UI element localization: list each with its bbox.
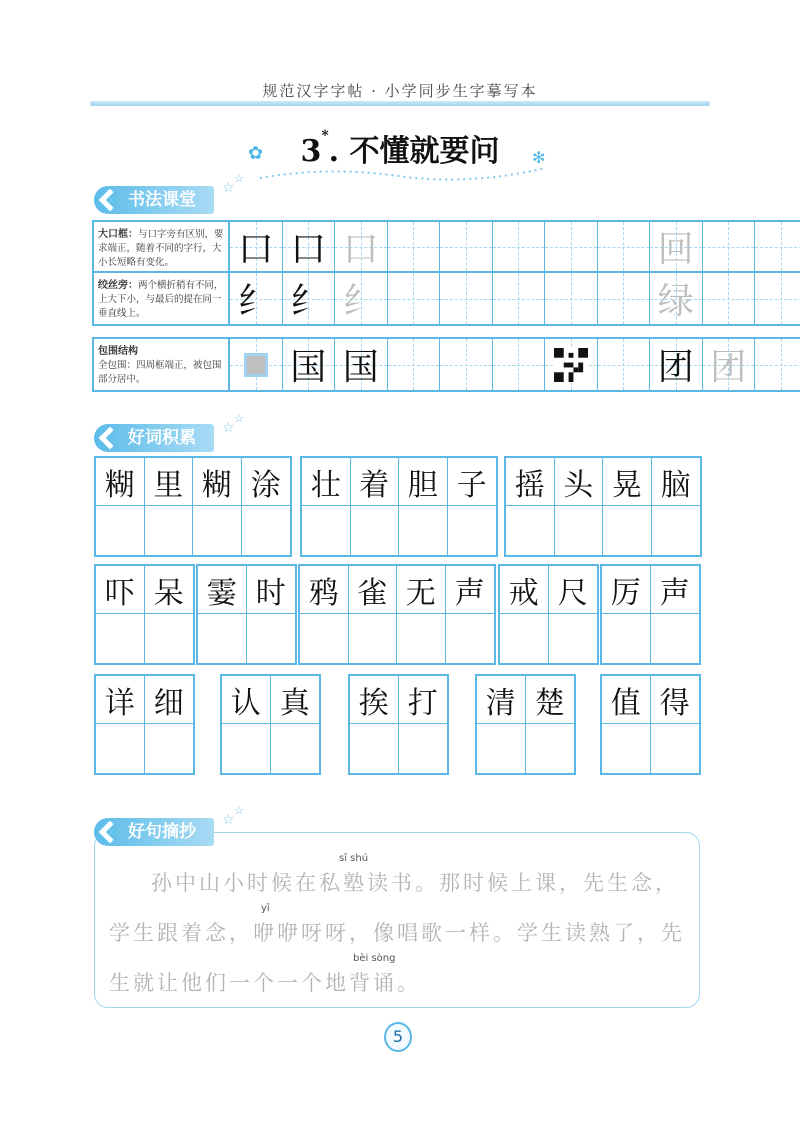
practice-cell[interactable] <box>598 273 651 324</box>
writing-cell[interactable] <box>526 724 575 773</box>
writing-cell[interactable] <box>651 614 700 663</box>
model-character: 国 <box>342 347 379 388</box>
word-character: 胆 <box>399 458 447 506</box>
star-icon: ☆ <box>234 804 244 817</box>
word-character: 厉 <box>602 566 650 614</box>
pinyin-annotation: yī <box>261 903 270 914</box>
practice-cell[interactable] <box>493 222 546 271</box>
header-title: 规范汉字字帖 · 小学同步生字摹写本 <box>262 82 538 100</box>
word-column <box>247 566 296 663</box>
word-column <box>145 458 194 555</box>
practice-cell[interactable] <box>598 222 651 271</box>
bee-icon: ✿ <box>248 143 264 164</box>
word-character: 打 <box>399 676 448 724</box>
word-character: 着 <box>351 458 399 506</box>
chevron-left-icon <box>99 821 122 844</box>
practice-cell[interactable] <box>755 339 800 390</box>
word-character: 得 <box>651 676 700 724</box>
word-column <box>198 566 247 663</box>
model-character: 口 <box>237 229 274 270</box>
word-character: 子 <box>448 458 497 506</box>
word-column <box>500 566 549 663</box>
word-group <box>196 564 297 665</box>
word-group <box>298 564 496 665</box>
word-column <box>145 676 194 773</box>
lesson-mark: * <box>321 128 329 144</box>
model-character: 团 <box>657 347 694 388</box>
word-group <box>348 674 449 775</box>
word-character: 吓 <box>96 566 144 614</box>
model-character: 回 <box>657 229 694 270</box>
word-group <box>498 564 599 665</box>
star-icon: ☆ <box>222 812 235 828</box>
practice-cell[interactable] <box>703 273 756 324</box>
word-character: 里 <box>145 458 193 506</box>
section-label-vocab <box>94 424 214 452</box>
pinyin-annotation: sī shú <box>339 853 369 864</box>
word-column <box>399 458 448 555</box>
writing-cell[interactable] <box>477 724 525 773</box>
practice-cell[interactable] <box>283 222 336 271</box>
writing-cell[interactable] <box>145 506 193 555</box>
word-character: 无 <box>397 566 445 614</box>
word-group <box>600 674 701 775</box>
sentence-line: 生就让他们一个一个地背诵。 <box>109 971 421 995</box>
word-column <box>399 676 448 773</box>
practice-cell[interactable] <box>755 273 800 324</box>
word-character: 清 <box>477 676 525 724</box>
word-group <box>94 456 292 557</box>
practice-cell[interactable] <box>493 273 546 324</box>
stroke-name: 包围结构 <box>98 346 138 357</box>
writing-cell[interactable] <box>351 506 399 555</box>
word-column <box>397 566 446 663</box>
practice-cell[interactable] <box>493 339 546 390</box>
calligraphy-row <box>92 271 800 326</box>
word-character: 雀 <box>349 566 397 614</box>
word-column <box>602 676 651 773</box>
word-column <box>448 458 497 555</box>
word-column <box>351 458 400 555</box>
writing-cell[interactable] <box>242 506 291 555</box>
word-column <box>145 566 194 663</box>
model-character: 纟 <box>342 281 379 322</box>
section-label-text: 好词积累 <box>128 428 196 448</box>
word-column <box>302 458 351 555</box>
word-group <box>220 674 321 775</box>
word-column <box>526 676 575 773</box>
word-character: 挨 <box>350 676 398 724</box>
word-character: 晃 <box>603 458 651 506</box>
word-column <box>506 458 555 555</box>
practice-cell[interactable] <box>388 222 441 271</box>
word-column <box>555 458 604 555</box>
writing-cell[interactable] <box>549 614 598 663</box>
star-icon: ☆ <box>222 180 235 196</box>
star-icon: ☆ <box>234 172 244 185</box>
enclosure-structure-icon <box>244 353 268 377</box>
word-character: 糊 <box>193 458 241 506</box>
practice-cell[interactable] <box>283 273 336 324</box>
sentence-copy-box <box>94 832 700 1008</box>
practice-cell[interactable] <box>545 273 598 324</box>
practice-cell[interactable] <box>335 273 388 324</box>
word-group <box>94 674 195 775</box>
header-divider <box>90 101 710 106</box>
practice-cell[interactable] <box>283 339 336 390</box>
practice-cell[interactable] <box>440 339 493 390</box>
practice-cell[interactable] <box>545 222 598 271</box>
sentence-line: 学生跟着念，咿咿呀呀，像唱歌一样。学生读熟了，先 <box>109 921 685 945</box>
word-character: 详 <box>96 676 144 724</box>
practice-cell[interactable] <box>598 339 651 390</box>
word-character: 壮 <box>302 458 350 506</box>
practice-cell[interactable] <box>650 273 703 324</box>
section-label-text: 好句摘抄 <box>128 822 196 842</box>
writing-cell[interactable] <box>300 614 348 663</box>
chevron-left-icon <box>99 189 122 212</box>
word-column <box>651 566 700 663</box>
stroke-name: 绞丝旁： <box>98 280 138 291</box>
word-character: 时 <box>247 566 296 614</box>
writing-cell[interactable] <box>145 724 194 773</box>
writing-cell[interactable] <box>652 506 701 555</box>
writing-cell[interactable] <box>603 506 651 555</box>
word-column <box>446 566 495 663</box>
word-character: 真 <box>271 676 320 724</box>
word-character: 楚 <box>526 676 575 724</box>
calligraphy-row <box>92 337 800 392</box>
practice-cell[interactable] <box>440 273 493 324</box>
page-number: 5 <box>384 1022 412 1052</box>
lesson-number: 3 <box>300 134 322 169</box>
word-group <box>475 674 576 775</box>
star-icon: ☆ <box>222 420 235 436</box>
word-group <box>300 456 498 557</box>
model-character: 纟 <box>290 281 327 322</box>
word-column <box>652 458 701 555</box>
stroke-description-text: 与口字旁有区别，要求端正，随着不同的字行，大小长短略有变化。 <box>98 229 224 268</box>
writing-cell[interactable] <box>506 506 554 555</box>
word-column <box>222 676 271 773</box>
stroke-description <box>94 222 230 271</box>
pinyin-annotation: bèi sòng <box>353 953 396 964</box>
stroke-description <box>94 273 230 324</box>
word-column <box>96 458 145 555</box>
writing-cell[interactable] <box>448 506 497 555</box>
model-character: 团 <box>710 347 747 388</box>
stroke-description <box>94 339 230 390</box>
writing-cell[interactable] <box>349 614 397 663</box>
writing-cell[interactable] <box>145 614 194 663</box>
word-character: 头 <box>555 458 603 506</box>
writing-cell[interactable] <box>602 614 650 663</box>
word-column <box>242 458 291 555</box>
word-column <box>96 566 145 663</box>
word-column <box>300 566 349 663</box>
word-column <box>96 676 145 773</box>
writing-cell[interactable] <box>399 506 447 555</box>
snowflake-icon: ✻ <box>532 148 546 167</box>
writing-cell[interactable] <box>198 614 246 663</box>
word-character: 声 <box>446 566 495 614</box>
writing-cell[interactable] <box>500 614 548 663</box>
word-character: 尺 <box>549 566 598 614</box>
word-character: 鸦 <box>300 566 348 614</box>
chevron-left-icon <box>99 427 122 450</box>
stroke-name: 大口框： <box>98 229 138 240</box>
practice-cell[interactable] <box>230 273 283 324</box>
writing-cell[interactable] <box>96 614 144 663</box>
word-character: 脑 <box>652 458 701 506</box>
word-column <box>193 458 242 555</box>
word-character: 值 <box>602 676 650 724</box>
word-group <box>504 456 702 557</box>
dotted-swirl-decoration <box>258 162 548 184</box>
writing-cell[interactable] <box>302 506 350 555</box>
writing-cell[interactable] <box>96 506 144 555</box>
lesson-title-text: . 不懂就要问 <box>328 134 500 169</box>
writing-cell[interactable] <box>446 614 495 663</box>
section-label-sentences <box>94 818 214 846</box>
word-group <box>600 564 701 665</box>
word-character: 摇 <box>506 458 554 506</box>
model-character: 口 <box>290 229 327 270</box>
word-column <box>602 566 651 663</box>
model-character: 纟 <box>237 281 274 322</box>
star-icon: ☆ <box>234 412 244 425</box>
word-group <box>94 564 195 665</box>
writing-cell[interactable] <box>555 506 603 555</box>
word-character: 霎 <box>198 566 246 614</box>
writing-cell[interactable] <box>651 724 700 773</box>
practice-cell[interactable] <box>650 222 703 271</box>
practice-cell[interactable] <box>230 222 283 271</box>
writing-cell[interactable] <box>271 724 320 773</box>
word-column <box>349 566 398 663</box>
practice-cell[interactable] <box>335 339 388 390</box>
word-character: 糊 <box>96 458 144 506</box>
word-column <box>271 676 320 773</box>
word-character: 呆 <box>145 566 194 614</box>
model-character: 国 <box>290 347 327 388</box>
calligraphy-row <box>92 220 800 273</box>
writing-cell[interactable] <box>96 724 144 773</box>
section-label-calligraphy <box>94 186 214 214</box>
sentence-line: 孙中山小时候在私塾读书。那时候上课，先生念， <box>151 871 679 895</box>
word-character: 戒 <box>500 566 548 614</box>
practice-cell[interactable] <box>388 273 441 324</box>
writing-cell[interactable] <box>602 724 650 773</box>
word-column <box>477 676 526 773</box>
practice-cell[interactable] <box>388 339 441 390</box>
practice-cell[interactable] <box>650 339 703 390</box>
word-character: 声 <box>651 566 700 614</box>
practice-cell[interactable] <box>703 339 756 390</box>
writing-cell[interactable] <box>399 724 448 773</box>
writing-cell[interactable] <box>247 614 296 663</box>
word-character: 细 <box>145 676 194 724</box>
word-column <box>651 676 700 773</box>
practice-cell[interactable] <box>335 222 388 271</box>
qr-code-icon <box>554 348 588 382</box>
qr-code-cell <box>545 339 598 390</box>
writing-cell[interactable] <box>193 506 241 555</box>
model-character: 绿 <box>657 281 694 322</box>
word-column <box>603 458 652 555</box>
word-column <box>350 676 399 773</box>
writing-cell[interactable] <box>350 724 398 773</box>
stroke-description-text: 全包围：四周框端正，被包围部分居中。 <box>98 360 222 385</box>
word-column <box>549 566 598 663</box>
model-character: 口 <box>342 229 379 270</box>
writing-cell[interactable] <box>222 724 270 773</box>
structure-icon-cell <box>230 339 283 390</box>
practice-cell[interactable] <box>440 222 493 271</box>
word-character: 认 <box>222 676 270 724</box>
word-character: 涂 <box>242 458 291 506</box>
practice-cell[interactable] <box>703 222 756 271</box>
practice-cell[interactable] <box>755 222 800 271</box>
section-label-text: 书法课堂 <box>128 190 196 210</box>
stroke-description-text: 两个横折稍有不同，上大下小，与最后的提在同一垂直线上。 <box>98 280 224 319</box>
writing-cell[interactable] <box>397 614 445 663</box>
